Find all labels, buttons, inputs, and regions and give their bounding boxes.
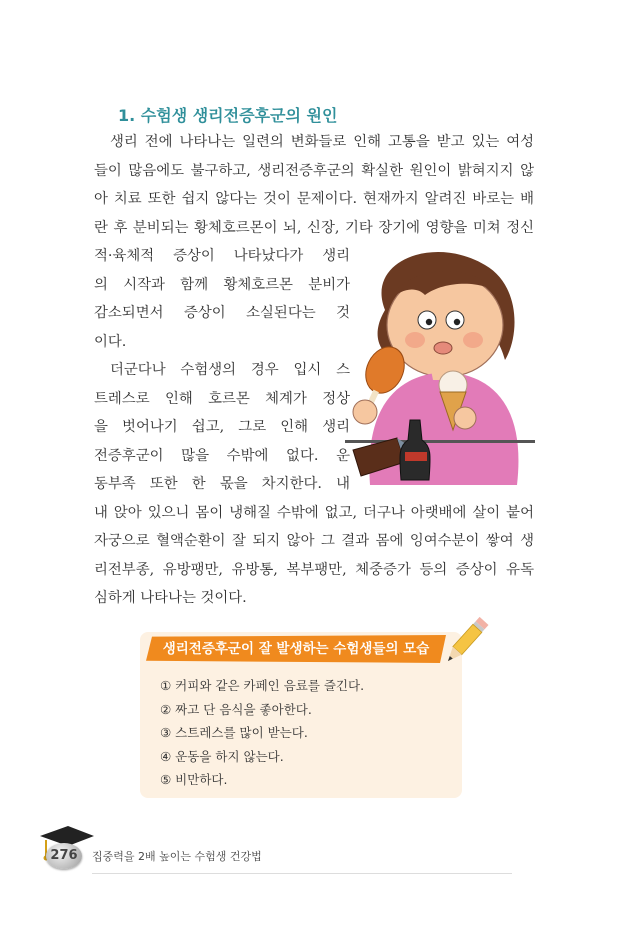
- paragraph-line: 생리 전에 나타나는 일련의 변화들로 인해 고통을 받고 있는 여성: [110, 134, 534, 150]
- paragraph-line: 의 시작과 함께 황체호르몬 분비가: [94, 276, 350, 293]
- paragraph-line: 동부족 또한 한 몫을 차지한다. 내: [94, 476, 350, 492]
- list-item: ② 짜고 단 음식을 좋아한다.: [160, 701, 312, 717]
- list-item: ③ 스트레스를 많이 받는다.: [160, 725, 308, 740]
- list-item: ⑤ 비만하다.: [160, 772, 228, 787]
- paragraph-line: 이다.: [94, 333, 127, 350]
- list-item: ④ 운동을 하지 않는다.: [160, 748, 284, 764]
- paragraph-line: 전증후군이 많을 수밖에 없다. 운: [94, 447, 350, 464]
- woman-eating-illustration: [345, 240, 535, 485]
- paragraph-line: 자궁으로 혈액순환이 잘 되지 않아 그 결과 몸에 잉여수분이 쌓여 생: [94, 533, 534, 549]
- page-number: 276: [50, 848, 78, 863]
- footer-divider: [92, 873, 512, 874]
- section-heading: 1. 수험생 생리전증후군의 원인: [118, 106, 338, 125]
- paragraph-line: 을 벗어나기 쉽고, 그로 인해 생리: [94, 419, 350, 435]
- info-box-title: 생리전증후군이 잘 발생하는 수험생들의 모습: [162, 641, 430, 657]
- paragraph-line: 리전부종, 유방팽만, 유방통, 복부팽만, 체중증가 등의 증상이 유독: [94, 561, 534, 578]
- paragraph-line: 감소되면서 증상이 소실된다는 것: [94, 305, 350, 321]
- paragraph-line: 들이 많음에도 불구하고, 생리전증후군의 확실한 원인이 밝혀지지 않: [94, 162, 534, 179]
- paragraph-line: 내 앉아 있으니 몸이 냉해질 수밖에 없고, 더구나 아랫배에 살이 붙어: [94, 504, 534, 521]
- paragraph-line: 트레스로 인해 호르몬 체계가 정상: [94, 390, 350, 407]
- pencil-icon: [440, 612, 492, 670]
- paragraph-line: 더군다나 수험생의 경우 입시 스: [110, 362, 350, 378]
- paragraph-line: 심하게 나타나는 것이다.: [94, 590, 247, 606]
- info-box-list: [160, 674, 364, 792]
- book-title: 집중력을 2배 높이는 수험생 건강법: [92, 850, 262, 863]
- paragraph-line: 아 치료 또한 쉽지 않다는 것이 문제이다. 현재까지 알려진 바로는 배: [94, 191, 534, 207]
- list-item: ① 커피와 같은 카페인 음료를 즐긴다.: [160, 678, 365, 693]
- paragraph-line: 란 후 분비되는 황체호르몬이 뇌, 신장, 기타 장기에 영향을 미쳐 정신: [94, 219, 534, 236]
- paragraph-line: 적·육체적 증상이 나타났다가 생리: [94, 248, 350, 264]
